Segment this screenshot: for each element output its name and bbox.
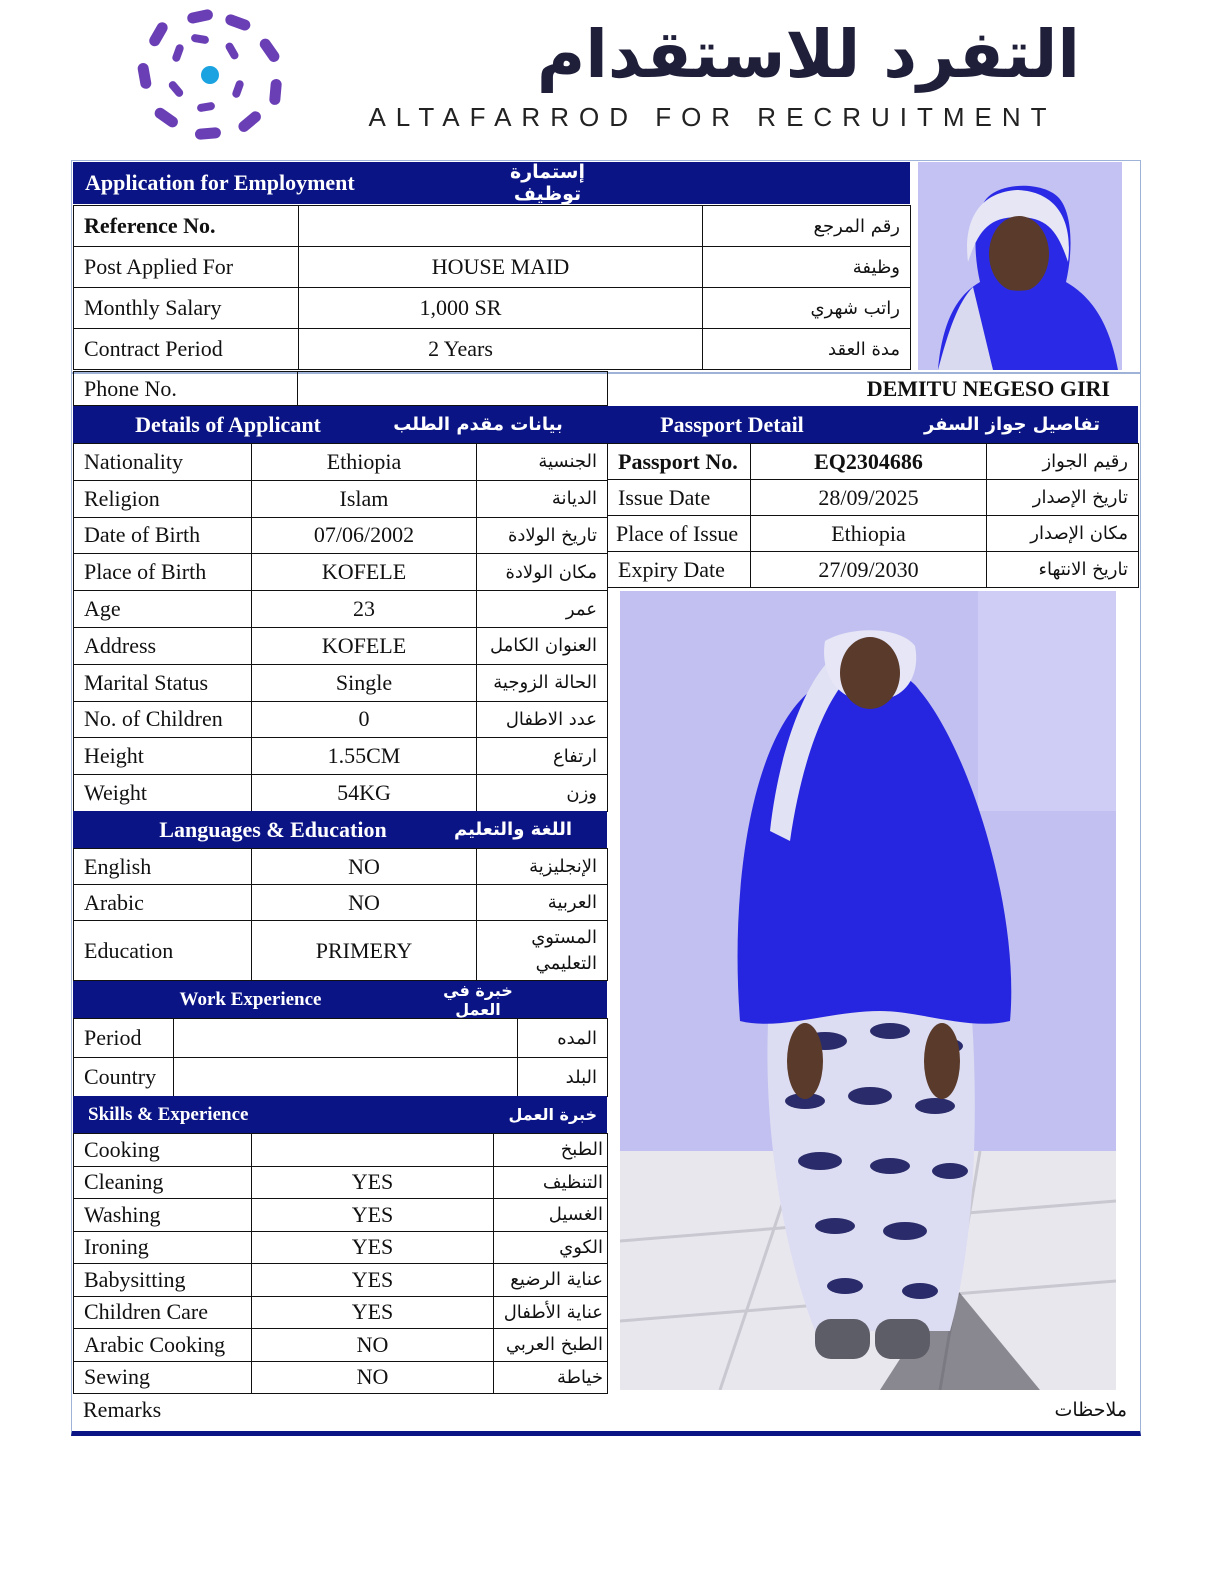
table-row [74, 921, 608, 981]
portrait-photo [918, 162, 1122, 370]
brand-name-arabic: التفرد للاستقدام [536, 16, 1080, 93]
height-label-arabic: ارتفاع [477, 738, 608, 775]
languages-table [73, 848, 608, 981]
expiry-date-label-arabic: تاريخ الانتهاء [987, 552, 1139, 588]
arabic-label-arabic: العربية [477, 885, 608, 921]
languages-title-arabic: اللغة والتعليم [453, 819, 573, 840]
place-of-issue-value: Ethiopia [751, 516, 987, 552]
remarks-label: Remarks [83, 1397, 162, 1422]
children-value: 0 [252, 701, 477, 738]
country-value [174, 1058, 518, 1097]
dob-label: Date of Birth [74, 517, 252, 554]
table-row [74, 1329, 608, 1362]
education-label: Education [74, 921, 252, 981]
table-row [608, 444, 1139, 480]
table-row [74, 1264, 608, 1297]
phone-value [298, 372, 608, 406]
marital-label-arabic: الحالة الزوجية [477, 664, 608, 701]
english-value: NO [252, 849, 477, 885]
pob-value: KOFELE [252, 554, 477, 591]
table-row [74, 288, 911, 329]
passport-title: Passport Detail [660, 411, 804, 437]
salary-label: Monthly Salary [74, 288, 299, 329]
table-row [74, 1166, 608, 1199]
table-row [74, 517, 608, 554]
passport-title-arabic: تفاصيل جواز السفر [923, 414, 1100, 435]
sewing-label: Sewing [74, 1361, 252, 1394]
education-label-arabic: المستوي التعليمي [477, 921, 608, 981]
ironing-label-arabic: الكوي [494, 1231, 608, 1264]
table-row [74, 554, 608, 591]
passport-no-value: EQ2304686 [751, 444, 987, 480]
expiry-date-label: Expiry Date [608, 552, 751, 588]
expiry-date-value: 27/09/2030 [751, 552, 987, 588]
age-label-arabic: عمر [477, 591, 608, 628]
pob-label-arabic: مكان الولادة [477, 554, 608, 591]
cleaning-label: Cleaning [74, 1166, 252, 1199]
washing-value: YES [252, 1199, 494, 1232]
babysitting-value: YES [252, 1264, 494, 1297]
table-row [608, 516, 1139, 552]
religion-label: Religion [74, 480, 252, 517]
salary-value: 1,000 SR [299, 288, 703, 329]
height-label: Height [74, 738, 252, 775]
phone-row-table [73, 371, 608, 406]
height-value: 1.55CM [252, 738, 477, 775]
portrait-figure-icon [918, 162, 1122, 370]
period-label: Period [74, 1019, 174, 1058]
religion-value: Islam [252, 480, 477, 517]
passport-table [607, 443, 1139, 588]
company-logo-icon [125, 5, 295, 150]
period-label-arabic: المده [518, 1019, 608, 1058]
issue-date-label-arabic: تاريخ الإصدار [987, 480, 1139, 516]
contract-label-arabic: مدة العقد [703, 329, 911, 370]
contract-label: Contract Period [74, 329, 299, 370]
top-info-table [73, 205, 911, 370]
application-header [73, 162, 910, 204]
table-row [74, 775, 608, 812]
nationality-value: Ethiopia [252, 444, 477, 481]
period-value [174, 1019, 518, 1058]
weight-label-arabic: وزن [477, 775, 608, 812]
work-title: Work Experience [179, 988, 322, 1010]
applicant-name: DEMITU NEGESO GIRI [866, 376, 1110, 401]
english-label-arabic: الإنجليزية [477, 849, 608, 885]
children-label: No. of Children [74, 701, 252, 738]
reference-label: Reference No. [74, 206, 299, 247]
table-row [74, 372, 608, 406]
post-label: Post Applied For [74, 247, 299, 288]
table-row [74, 701, 608, 738]
table-row [74, 1361, 608, 1394]
work-title-arabic: خبرة في العمل [443, 980, 513, 1019]
table-row [74, 664, 608, 701]
post-value: HOUSE MAID [299, 247, 703, 288]
remarks-row [73, 1394, 1137, 1426]
work-header [73, 981, 607, 1018]
washing-label-arabic: الغسيل [494, 1199, 608, 1232]
ironing-label: Ironing [74, 1231, 252, 1264]
remarks-label-arabic: ملاحظات [1054, 1399, 1127, 1421]
dob-value: 07/06/2002 [252, 517, 477, 554]
washing-label: Washing [74, 1199, 252, 1232]
nationality-label-arabic: الجنسية [477, 444, 608, 481]
table-row [74, 206, 911, 247]
table-row [74, 1199, 608, 1232]
issue-date-value: 28/09/2025 [751, 480, 987, 516]
application-title: Application for Employment [85, 170, 355, 195]
contract-value: 2 Years [299, 329, 703, 370]
cooking-label-arabic: الطبخ [494, 1134, 608, 1167]
education-value: PRIMERY [252, 921, 477, 981]
table-row [608, 552, 1139, 588]
phone-label: Phone No. [74, 372, 298, 406]
cleaning-value: YES [252, 1166, 494, 1199]
country-label-arabic: البلد [518, 1058, 608, 1097]
issue-date-label: Issue Date [608, 480, 751, 516]
brand-name-english: ALTAFARROD FOR RECRUITMENT [368, 102, 1057, 132]
address-label: Address [74, 627, 252, 664]
details-table [73, 443, 608, 812]
skills-header [73, 1096, 607, 1133]
table-row [74, 480, 608, 517]
place-of-issue-label: Place of Issue [608, 516, 751, 552]
arabic-cooking-label-arabic: الطبخ العربي [494, 1329, 608, 1362]
sewing-value: NO [252, 1361, 494, 1394]
passport-header [607, 406, 1138, 443]
salary-label-arabic: راتب شهري [703, 288, 911, 329]
cleaning-label-arabic: التنظيف [494, 1166, 608, 1199]
marital-value: Single [252, 664, 477, 701]
passport-no-label-arabic: رقيم الجواز [987, 444, 1139, 480]
table-row [608, 480, 1139, 516]
children-care-label-arabic: عناية الأطفال [494, 1296, 608, 1329]
languages-header [73, 811, 607, 848]
country-label: Country [74, 1058, 174, 1097]
skills-table [73, 1133, 608, 1394]
religion-label-arabic: الديانة [477, 480, 608, 517]
babysitting-label-arabic: عناية الرضيع [494, 1264, 608, 1297]
details-title-arabic: بيانات مقدم الطلب [393, 414, 563, 435]
children-care-value: YES [252, 1296, 494, 1329]
age-value: 23 [252, 591, 477, 628]
arabic-cooking-label: Arabic Cooking [74, 1329, 252, 1362]
details-title: Details of Applicant [135, 411, 321, 437]
weight-value: 54KG [252, 775, 477, 812]
weight-label: Weight [74, 775, 252, 812]
skills-title: Skills & Experience [88, 1103, 249, 1125]
application-title-arabic: إستمارة توظيف [510, 161, 585, 205]
age-label: Age [74, 591, 252, 628]
address-label-arabic: العنوان الكامل [477, 627, 608, 664]
babysitting-label: Babysitting [74, 1264, 252, 1297]
reference-value [299, 206, 703, 247]
table-row [74, 1296, 608, 1329]
address-value: KOFELE [252, 627, 477, 664]
arabic-cooking-value: NO [252, 1329, 494, 1362]
ironing-value: YES [252, 1231, 494, 1264]
work-table [73, 1018, 608, 1097]
reference-label-arabic: رقم المرجع [703, 206, 911, 247]
skills-title-arabic: خبرة العمل [508, 1105, 597, 1124]
table-row [74, 1134, 608, 1167]
nationality-label: Nationality [74, 444, 252, 481]
post-label-arabic: وظيفة [703, 247, 911, 288]
place-of-issue-label-arabic: مكان الإصدار [987, 516, 1139, 552]
arabic-value: NO [252, 885, 477, 921]
table-row [74, 738, 608, 775]
passport-no-label: Passport No. [608, 444, 751, 480]
cooking-label: Cooking [74, 1134, 252, 1167]
pob-label: Place of Birth [74, 554, 252, 591]
languages-title: Languages & Education [159, 816, 387, 842]
table-row [74, 885, 608, 921]
marital-label: Marital Status [74, 664, 252, 701]
full-body-photo [620, 591, 1116, 1390]
table-row [74, 1019, 608, 1058]
children-care-label: Children Care [74, 1296, 252, 1329]
english-label: English [74, 849, 252, 885]
dob-label-arabic: تاريخ الولادة [477, 517, 608, 554]
table-row [74, 1231, 608, 1264]
arabic-label: Arabic [74, 885, 252, 921]
full-body-figure-icon [620, 591, 1116, 1390]
table-row [74, 247, 911, 288]
table-row [74, 444, 608, 481]
cooking-value [252, 1134, 494, 1167]
table-row [74, 591, 608, 628]
details-header [73, 406, 607, 443]
table-row [74, 1058, 608, 1097]
sewing-label-arabic: خياطة [494, 1361, 608, 1394]
table-row [74, 627, 608, 664]
table-row [74, 329, 911, 370]
table-row [74, 849, 608, 885]
children-label-arabic: عدد الاطفال [477, 701, 608, 738]
